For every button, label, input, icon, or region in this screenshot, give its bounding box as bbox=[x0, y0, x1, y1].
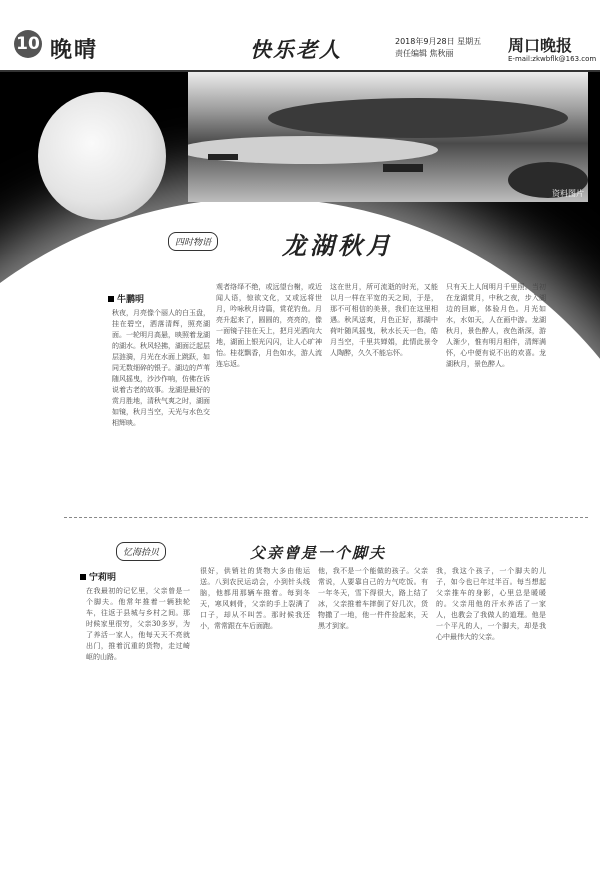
story1-title: 龙湖秋月 bbox=[282, 231, 394, 260]
story2-column-3: 他，我不是一个能做的孩子。父亲常说，人要靠自己的力气吃饭。有一年冬天，雪下得很大，路上结了冰，父亲推着车摔倒了好几次，货物撒了一地，他一件件捡起来，天黑才到家。 bbox=[318, 567, 428, 630]
story2-column-2: 很好，供销社的货物大多由他运送。八到农民运动会，小到针头线脑，他都用那辆车推着。每到冬天，寒风刺骨，父亲的手上裂满了口子，却从不叫苦。那时候我还小，常常跟在车后面跑。 bbox=[200, 567, 310, 630]
newspaper-brand: 周口晚报 bbox=[508, 36, 573, 55]
lake-photo bbox=[188, 72, 588, 202]
story-divider bbox=[64, 517, 588, 518]
page-header bbox=[0, 0, 600, 72]
story2-column-4: 我，我这个孩子，一个脚夫的儿子，如今也已年过半百。每当想起父亲推车的身影，心里总是暖暖的。父亲用他的汗水养活了一家人，也教会了我做人的道理。他是一个平凡的人，一个脚夫，却是我心中最伟大的父亲。 bbox=[436, 567, 546, 641]
editor-line: 责任编辑 焦秋丽 bbox=[395, 49, 454, 58]
story2-author: 宁莉明 bbox=[80, 570, 116, 583]
story1-column-1: 秋夜，月亮像个丽人的白玉盘，挂在碧空，洒落清辉，照亮湖面。一轮明月高悬，映照着龙湖的湖水。秋风轻拂，湖面泛起层层涟漪，月光在水面上跳跃，如同无数细碎的银子。湖边的芦苇随风摇曳，沙沙作响，仿佛在诉说着古老的故事。龙湖是最好的赏月胜地，清秋气爽之时，湖面如镜，秋月当空，天光与水色交相辉映。 bbox=[112, 309, 210, 427]
date-line: 2018年9月28日 星期五 bbox=[395, 37, 482, 46]
story2-tag: 忆海拾贝 bbox=[116, 542, 166, 561]
header-meta bbox=[395, 36, 481, 60]
page-number-badge: 10 bbox=[14, 30, 42, 58]
story2-column-1: 在我最初的记忆里，父亲曾是一个脚夫。他常年推着一辆独轮车，往返于县城与乡村之间。那时候家里很穷，父亲30多岁，为了养活一家人，他每天天不亮就出门，推着沉重的货物，走过崎岖的山路。 bbox=[86, 587, 190, 661]
section-name: 晚晴 bbox=[50, 37, 99, 63]
full-moon-graphic bbox=[38, 92, 166, 220]
story1-column-3: 这在世月，所可流逝的时光，又能以月一样在平宽的天之间，于是，那不可相信的美景，我们在这里相遇。秋风送爽，月色正好，那湖中荷叶随风摇曳，秋水长天一色，皓月当空，千里共婵娟，此情此景令人陶醉，久久不能忘怀。 bbox=[330, 283, 438, 357]
story1-author: 牛鹏明 bbox=[108, 292, 144, 305]
email-line: E-mail:zkwbflk@163.com bbox=[508, 55, 597, 63]
story1-tag: 四时物语 bbox=[168, 232, 218, 251]
lake-landscape-icon bbox=[188, 72, 588, 202]
story2-title: 父亲曾是一个脚夫 bbox=[250, 544, 387, 562]
story1-column-2: 观者络绎不绝，或远望台榭，或近闻人语，惊欲文化，又或远将世月，吟咏秋月诗篇，赏花钓鱼。月亮升起来了，圆圆的，亮亮的，像一面镜子挂在天上，把月光洒向大地，湖面上银光闪闪，让人心旷神怡。桂花飘香，月色如水，游人流连忘返。 bbox=[216, 283, 322, 368]
story1-column-4: 只有天上人间明月千里照。当初在龙湖赏月，中秋之夜，步入湖边的回廊，体验月色。月光如水，水如天，人在画中游。龙湖秋月，景色醉人，夜色渐深，游人渐少，惟有明月相伴，清辉满怀，心中便有说不出的欢喜。龙湖秋月，景色醉人。 bbox=[446, 283, 546, 368]
page-title: 快乐老人 bbox=[250, 37, 342, 62]
photo-credit: 资料图片 bbox=[552, 189, 584, 198]
